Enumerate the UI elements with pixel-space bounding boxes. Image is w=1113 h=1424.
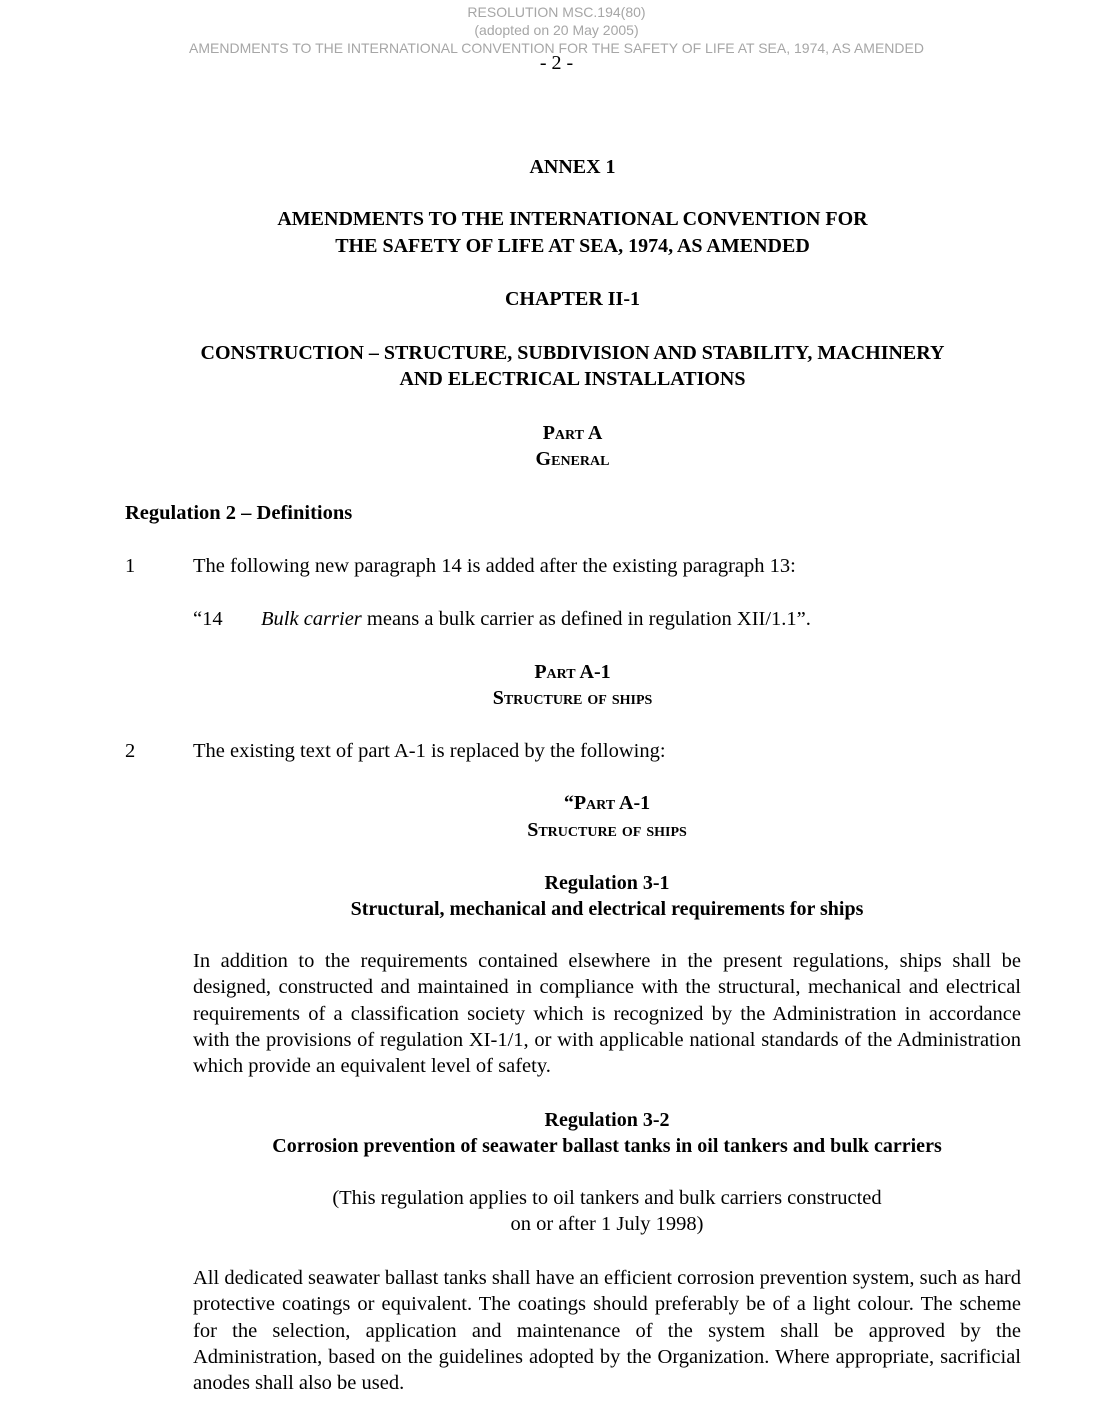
- page-number: - 2 -: [539, 52, 574, 74]
- regulation-3-2-title: Corrosion prevention of seawater ballast tanks in oil tankers and bulk carriers: [272, 1135, 942, 1157]
- paragraph-2-number: 2: [125, 740, 136, 762]
- quoted-part-a1-subtitle: Structure of ships: [527, 819, 687, 841]
- part-a1-subtitle: Structure of ships: [492, 687, 653, 709]
- paragraph-1-number: 1: [125, 555, 136, 577]
- quoted-paragraph-number: “14: [193, 608, 223, 630]
- chapter-subtitle-line1: CONSTRUCTION – STRUCTURE, SUBDIVISION AND STABILITY, MACHINERY: [200, 342, 945, 364]
- chapter-title: CHAPTER II-1: [504, 288, 640, 310]
- regulation-2-heading: Regulation 2 – Definitions: [125, 502, 353, 524]
- regulation-3-1-body: In addition to the requirements contained elsewhere in the present regulations, ships shall be designed, constructed and maintained in compliance with the structural, mechanical and electrical requirements of a classification society which is recognized by the Administration in accordance with the provisions of regulation XI-1/1, or with applicable national standards of the Administration which provide an equivalent level of safety.: [193, 950, 1021, 1078]
- part-a1-title: Part A-1: [534, 661, 611, 683]
- regulation-3-1-title: Structural, mechanical and electrical requirements for ships: [350, 898, 864, 920]
- regulation-3-1-number: Regulation 3-1: [544, 872, 670, 894]
- part-a-title: Part A: [542, 422, 603, 444]
- quoted-part-a1-title: “Part A-1: [563, 792, 651, 814]
- definition-text: means a bulk carrier as defined in regulation XII/1.1”.: [361, 608, 811, 630]
- paragraph-1-text: The following new paragraph 14 is added after the existing paragraph 13:: [193, 555, 796, 577]
- annex-heading-line1: AMENDMENTS TO THE INTERNATIONAL CONVENTION FOR: [277, 208, 868, 230]
- chapter-subtitle-line2: AND ELECTRICAL INSTALLATIONS: [399, 368, 746, 390]
- regulation-3-2-body: All dedicated seawater ballast tanks shall have an efficient corrosion prevention system, such as hard protective coatings or equivalent. The coatings should preferably be of a light colour. The scheme for the selection, application and maintenance of the system shall be approved by the Administration, based on the guidelines adopted by the Organization. Where appropriate, sacrificial anodes shall also be used.: [193, 1267, 1021, 1395]
- regulation-3-2-applicability-line1: (This regulation applies to oil tankers and bulk carriers constructed: [332, 1187, 882, 1209]
- paragraph-2-text: The existing text of part A-1 is replaced by the following:: [193, 740, 666, 762]
- quoted-definition: [261, 606, 811, 632]
- header-subject: AMENDMENTS TO THE INTERNATIONAL CONVENTION FOR THE SAFETY OF LIFE AT SEA, 1974, AS AMENDED: [189, 40, 924, 56]
- header-resolution: RESOLUTION MSC.194(80): [467, 4, 646, 20]
- regulation-3-2-number: Regulation 3-2: [544, 1109, 670, 1131]
- regulation-3-2-applicability-line2: on or after 1 July 1998): [510, 1213, 704, 1235]
- part-a-subtitle: General: [535, 448, 610, 470]
- header-adopted-date: (adopted on 20 May 2005): [474, 22, 639, 38]
- annex-heading-line2: THE SAFETY OF LIFE AT SEA, 1974, AS AMENDED: [335, 235, 810, 257]
- annex-title: ANNEX 1: [529, 156, 616, 178]
- defined-term: Bulk carrier: [261, 608, 362, 630]
